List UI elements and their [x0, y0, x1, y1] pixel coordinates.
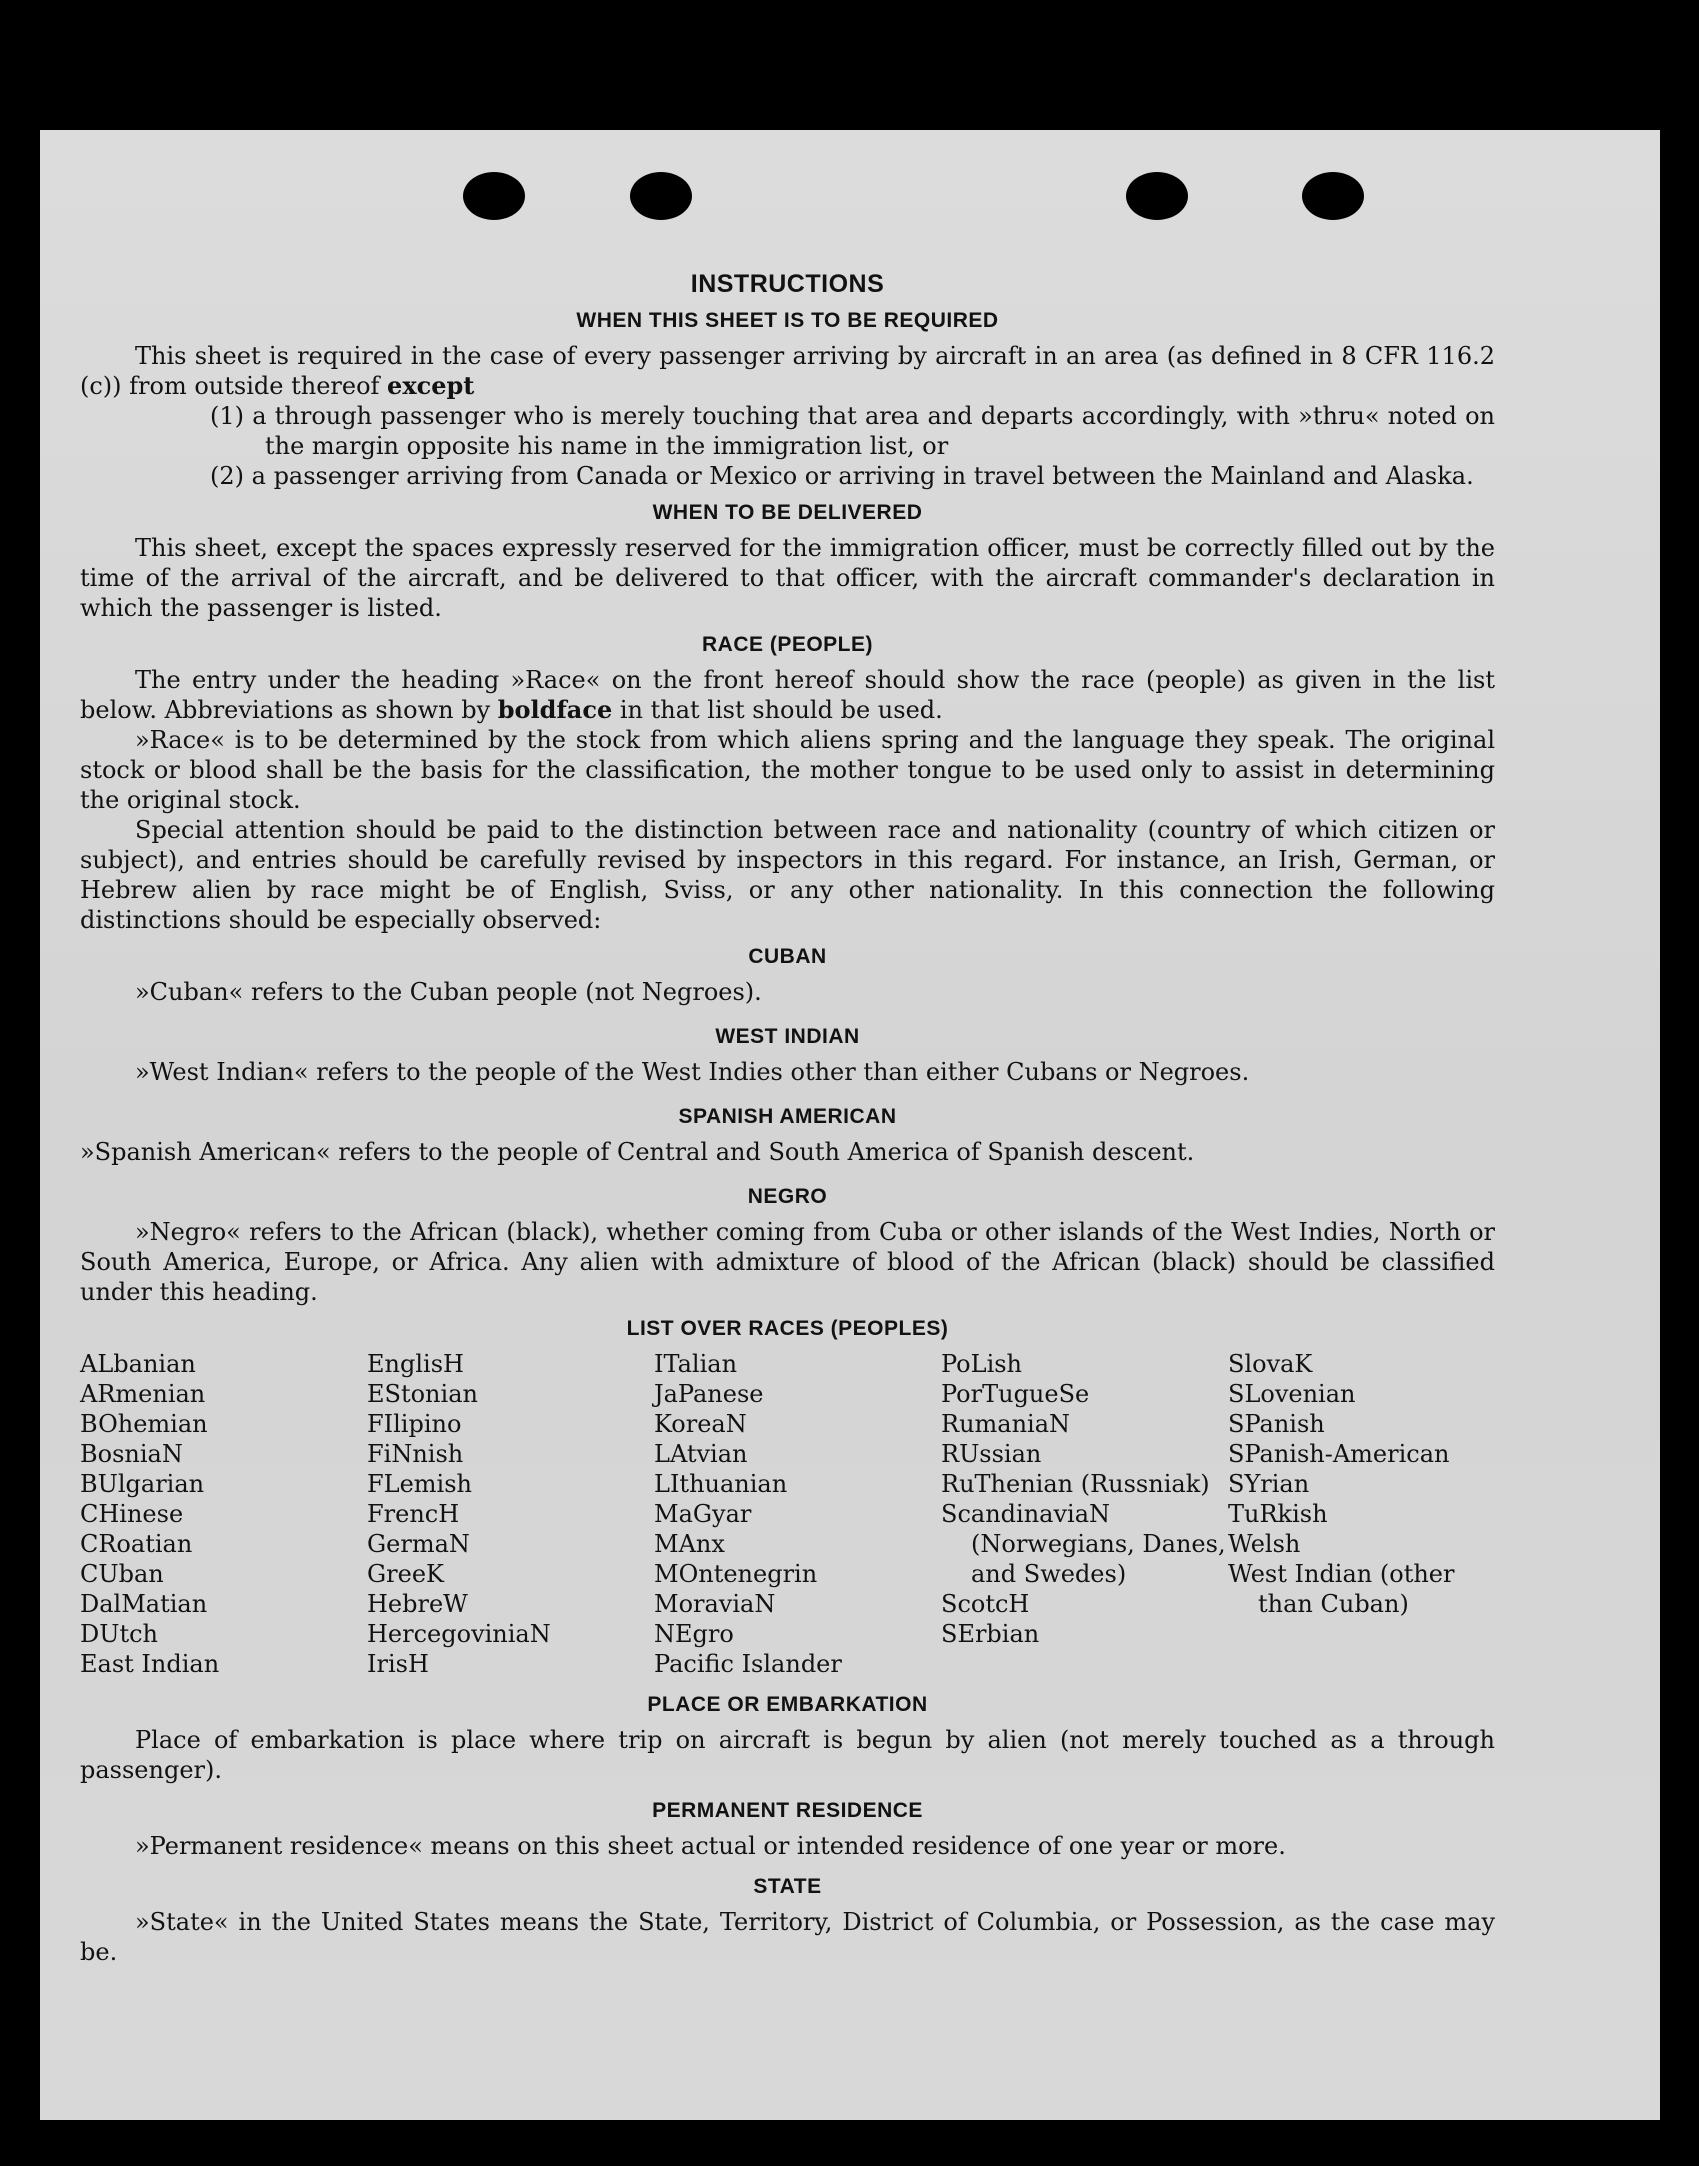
race-entry: IrisH [367, 1650, 429, 1678]
race-entry: TuRkish [1228, 1500, 1328, 1528]
paragraph: »Negro« refers to the African (black), whether coming from Cuba or other islands of the West Indies, North or South America, Europe, or Africa. Any alien with admixture of blood of the African (black) should be classified under this heading. [80, 1218, 1495, 1306]
race-entry: CRoatian [80, 1530, 193, 1558]
race-entry: PoLish [941, 1350, 1023, 1378]
section-heading: STATE [753, 1875, 822, 1898]
section-heading: WHEN THIS SHEET IS TO BE REQUIRED [576, 309, 999, 332]
section-heading: WHEN TO BE DELIVERED [652, 501, 923, 524]
race-entry: ARmenian [80, 1380, 206, 1408]
paragraph: The entry under the heading »Race« on the front hereof should show the race (people) as given in the list below. Abbreviations as shown by boldface in that list should be used. [80, 666, 1495, 724]
races-column [654, 1349, 941, 1679]
race-entry: ScandinaviaN (Norwegians, Danes, and Swedes) [941, 1500, 1226, 1588]
races-column [367, 1349, 654, 1679]
race-entry: GermaN [367, 1530, 470, 1558]
race-entry: ALbanian [80, 1350, 196, 1378]
race-entry: GreeK [367, 1560, 444, 1588]
section-heading: RACE (PEOPLE) [701, 633, 873, 656]
race-entry: MAnx [654, 1530, 725, 1558]
paragraph: »Spanish American« refers to the people of Central and South America of Spanish descent. [80, 1138, 1195, 1166]
section-heading: PERMANENT RESIDENCE [652, 1799, 923, 1822]
paragraph: This sheet is required in the case of every passenger arriving by aircraft in an area (as defined in 8 CFR 116.2 (c)) from outside thereof except [80, 342, 1495, 400]
section-heading: CUBAN [748, 945, 827, 968]
race-entry: LIthuanian [654, 1470, 788, 1498]
race-entry: SlovaK [1228, 1350, 1313, 1378]
paragraph: Place of embarkation is place where trip on aircraft is begun by alien (not merely touched as a through passenger). [80, 1726, 1495, 1784]
race-entry: DUtch [80, 1620, 159, 1648]
race-entry: DalMatian [80, 1590, 208, 1618]
race-entry: JaPanese [654, 1380, 764, 1408]
race-entry: West Indian (other than Cuban) [1228, 1560, 1455, 1618]
section-heading: NEGRO [747, 1185, 828, 1208]
race-entry: FrencH [367, 1500, 460, 1528]
races-column [941, 1349, 1228, 1679]
race-entry: BOhemian [80, 1410, 208, 1438]
race-entry: RUssian [941, 1440, 1042, 1468]
races-list [80, 1349, 1495, 1679]
race-entry: HercegoviniaN [367, 1620, 551, 1648]
race-entry: RumaniaN [941, 1410, 1071, 1438]
race-entry: HebreW [367, 1590, 468, 1618]
race-entry: EStonian [367, 1380, 478, 1408]
race-entry: MaGyar [654, 1500, 752, 1528]
paragraph: »Permanent residence« means on this sheet actual or intended residence of one year or more. [135, 1832, 1286, 1860]
paragraph: »Race« is to be determined by the stock from which aliens spring and the language they speak. The original stock or blood shall be the basis for the classification, the mother tongue to be used only to assist in determining the original stock. [80, 726, 1495, 814]
race-entry: East Indian [80, 1650, 220, 1678]
race-entry: SPanish [1228, 1410, 1325, 1438]
paragraph: »Cuban« refers to the Cuban people (not Negroes). [135, 978, 762, 1006]
race-entry: FiNnish [367, 1440, 464, 1468]
races-column [1228, 1349, 1495, 1679]
paragraph: »West Indian« refers to the people of the West Indies other than either Cubans or Negroes. [135, 1058, 1250, 1086]
race-entry: CUban [80, 1560, 164, 1588]
race-entry: EnglisH [367, 1350, 464, 1378]
race-entry: PorTugueSe [941, 1380, 1090, 1408]
section-heading: WEST INDIAN [715, 1025, 860, 1048]
race-entry: LAtvian [654, 1440, 748, 1468]
race-entry: MOntenegrin [654, 1560, 818, 1588]
paragraph: Special attention should be paid to the distinction between race and nationality (country of which citizen or subject), and entries should be carefully revised by inspectors in this regard. For instance, an Irish, German, or Hebrew alien by race might be of English, Sviss, or any other nationality. In this connection the following distinctions should be especially observed: [80, 816, 1495, 934]
race-entry: ScotcH [941, 1590, 1030, 1618]
list-item: (2) a passenger arriving from Canada or Mexico or arriving in travel between the Mainland and Alaska. [210, 462, 1474, 490]
race-entry: SPanish-American [1228, 1440, 1450, 1468]
race-entry: NEgro [654, 1620, 734, 1648]
instructions-body [80, 138, 1495, 1967]
section-heading: PLACE OR EMBARKATION [647, 1693, 928, 1716]
paragraph: »State« in the United States means the State, Territory, District of Columbia, or Possession, as the case may be. [80, 1908, 1495, 1966]
race-entry: SErbian [941, 1620, 1040, 1648]
race-entry: FLemish [367, 1470, 472, 1498]
race-entry: FIlipino [367, 1410, 462, 1438]
race-entry: RuThenian (Russniak) [941, 1470, 1210, 1498]
race-entry: KoreaN [654, 1410, 747, 1438]
paragraph: This sheet, except the spaces expressly reserved for the immigration officer, must be correctly filled out by the time of the arrival of the aircraft, and be delivered to that officer, with the aircraft commander's declaration in which the passenger is listed. [80, 534, 1495, 622]
page-title: INSTRUCTIONS [690, 270, 885, 298]
section-heading: LIST OVER RACES (PEOPLES) [626, 1317, 949, 1340]
race-entry: SYrian [1228, 1470, 1310, 1498]
race-entry: BosniaN [80, 1440, 183, 1468]
race-entry: CHinese [80, 1500, 184, 1528]
races-column [80, 1349, 367, 1679]
race-entry: Welsh [1228, 1530, 1301, 1558]
race-entry: MoraviaN [654, 1590, 776, 1618]
section-heading: SPANISH AMERICAN [678, 1105, 897, 1128]
race-entry: BUlgarian [80, 1470, 205, 1498]
list-item: (1) a through passenger who is merely touching that area and departs accordingly, with »thru« noted on the margin opposite his name in the immigration list, or [210, 402, 1495, 460]
race-entry: ITalian [654, 1350, 738, 1378]
race-entry: Pacific Islander [654, 1650, 842, 1678]
race-entry: SLovenian [1228, 1380, 1356, 1408]
